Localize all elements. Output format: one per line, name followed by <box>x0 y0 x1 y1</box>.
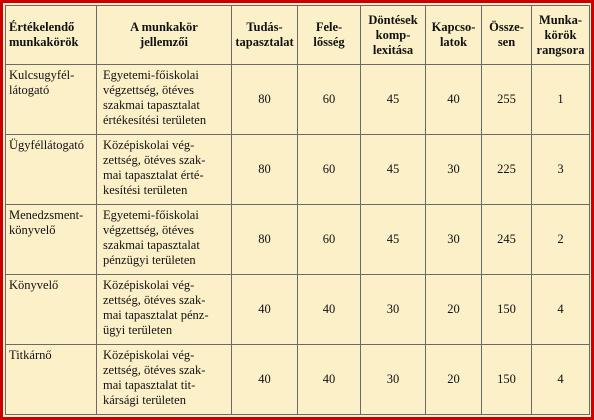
job-description: Egyetemi-főiskolai végzettség, ötéves szakmai tapasztalat pénzügyi területen <box>97 205 232 275</box>
rank: 4 <box>532 275 590 345</box>
job-name: Titkárnő <box>6 345 97 415</box>
rank: 4 <box>532 345 590 415</box>
table-row <box>6 135 590 205</box>
relationships-score: 20 <box>426 275 482 345</box>
relationships-score: 20 <box>426 345 482 415</box>
job-description: Középiskolai vég- zettség, ötéves szak- mai tapasztalat érté- kesítési területen <box>97 135 232 205</box>
decision-score: 45 <box>361 205 426 275</box>
relationships-score: 40 <box>426 65 482 135</box>
responsibility-score: 40 <box>298 275 361 345</box>
knowledge-score: 80 <box>232 65 298 135</box>
total-score: 225 <box>482 135 532 205</box>
header-knowledge: Tudás- tapasztalat <box>232 6 298 65</box>
responsibility-score: 60 <box>298 65 361 135</box>
rank: 1 <box>532 65 590 135</box>
responsibility-score: 60 <box>298 205 361 275</box>
rank: 3 <box>532 135 590 205</box>
header-responsibility: Fele- lősség <box>298 6 361 65</box>
job-description: Középiskolai vég- zettség, ötéves szak- mai tapasztalat tit- kársági területen <box>97 345 232 415</box>
job-name: Menedzsment- könyvelő <box>6 205 97 275</box>
responsibility-score: 40 <box>298 345 361 415</box>
job-description: Középiskolai vég- zettség, ötéves szak- mai tapasztalat pénz- ügyi területen <box>97 275 232 345</box>
table-row <box>6 275 590 345</box>
header-relationships: Kapcso- latok <box>426 6 482 65</box>
header-decision-complexity: Döntések komp- lexitása <box>361 6 426 65</box>
rank: 2 <box>532 205 590 275</box>
job-description: Egyetemi-főiskolai végzettség, ötéves szakmai tapasztalat értékesítési területen <box>97 65 232 135</box>
table-row <box>6 345 590 415</box>
decision-score: 30 <box>361 275 426 345</box>
knowledge-score: 80 <box>232 135 298 205</box>
header-ranking: Munka- körök rangsora <box>532 6 590 65</box>
job-name: Kulcsugyfél- látogató <box>6 65 97 135</box>
total-score: 150 <box>482 345 532 415</box>
header-row <box>6 6 590 65</box>
job-evaluation-table <box>5 5 590 415</box>
job-name: Ügyféllátogató <box>6 135 97 205</box>
decision-score: 45 <box>361 65 426 135</box>
knowledge-score: 40 <box>232 275 298 345</box>
decision-score: 45 <box>361 135 426 205</box>
relationships-score: 30 <box>426 205 482 275</box>
knowledge-score: 40 <box>232 345 298 415</box>
header-jobs: Értékelendő munkakörök <box>6 6 97 65</box>
table-row <box>6 205 590 275</box>
total-score: 255 <box>482 65 532 135</box>
responsibility-score: 60 <box>298 135 361 205</box>
header-total: Össze- sen <box>482 6 532 65</box>
knowledge-score: 80 <box>232 205 298 275</box>
decision-score: 30 <box>361 345 426 415</box>
total-score: 150 <box>482 275 532 345</box>
table-row <box>6 65 590 135</box>
header-characteristics: A munkakör jellemzői <box>97 6 232 65</box>
total-score: 245 <box>482 205 532 275</box>
job-name: Könyvelő <box>6 275 97 345</box>
relationships-score: 30 <box>426 135 482 205</box>
